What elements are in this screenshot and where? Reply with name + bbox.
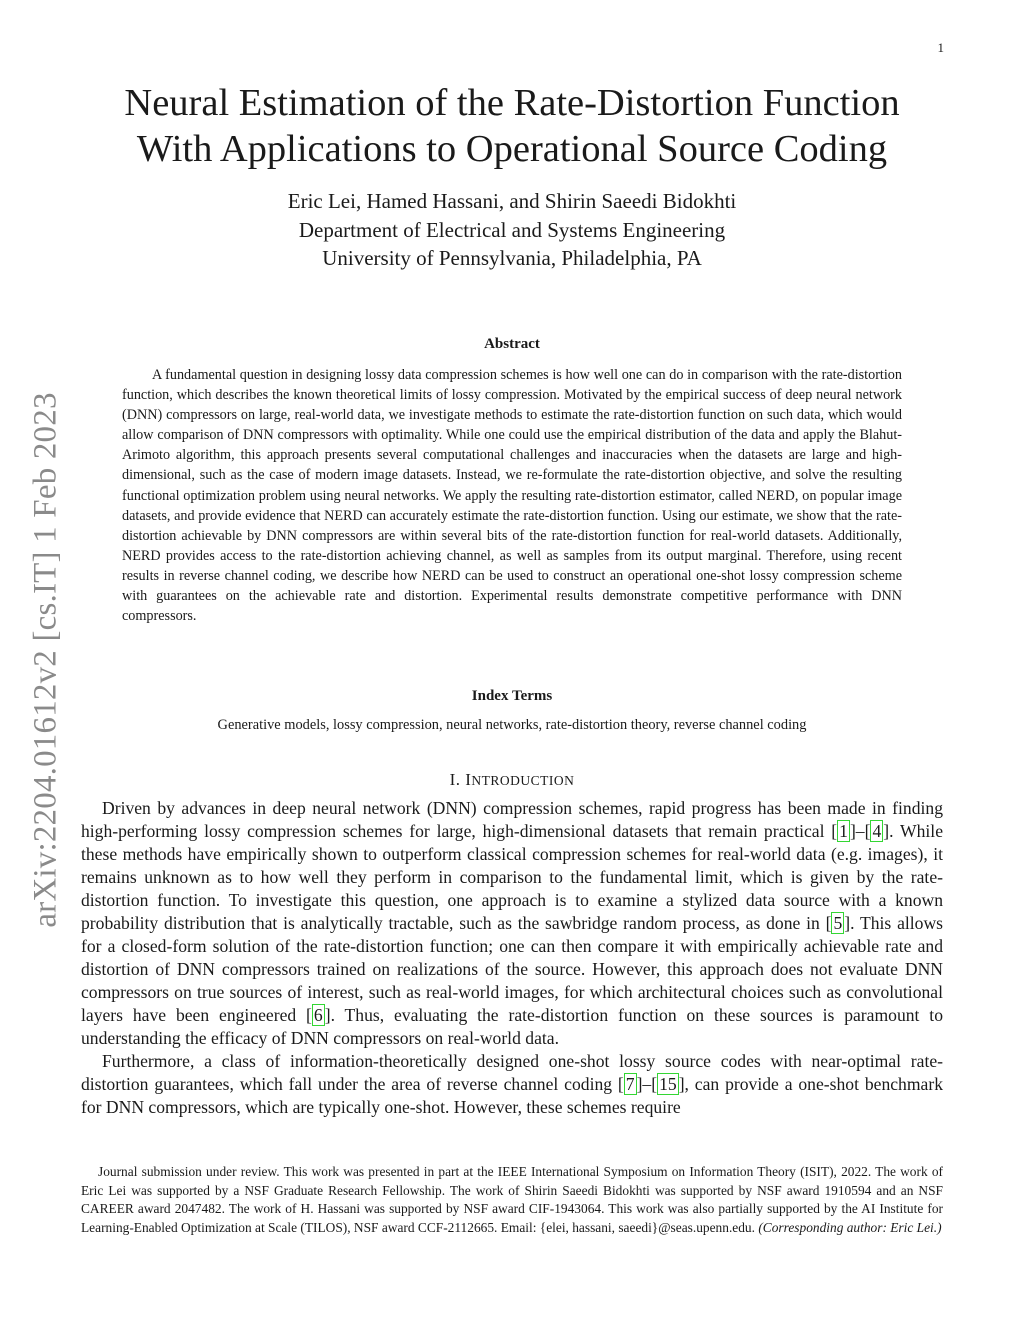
intro-p1-text-d: ]. This allows for a closed-form solution of the rate-distortion function; one can then compare it with empirically achievable rate and distortion of DNN compressors trained on realizations of the source. However, this approach does not evaluate DNN compressors on true sources of interest, such as real-world images, for which architectural choices such as convolutional layers have been engineered [ xyxy=(81,913,943,1025)
page-number: 1 xyxy=(937,40,944,55)
citation-link[interactable]: 15 xyxy=(659,1074,677,1094)
intro-p1-text-a: Driven by advances in deep neural network (DNN) compression schemes, rapid progress has been made in finding high-performing lossy compression schemes for large, high-dimensional datasets that remain practical [ xyxy=(81,798,943,841)
footnote-text: Journal submission under review. This work was presented in part at the IEEE International Symposium on Information Theory (ISIT), 2022. The work of Eric Lei was supported by a NSF Graduate Research Fellowship. The work of Shirin Saeedi Bidokhti was supported by NSF award 1910594 and an NSF CAREER award 2047482. The work of H. Hassani was supported by NSF award CIF-1943064. This work was also partially supported by the AI Institute for Learning-Enabled Optimization at Scale (TILOS), NSF award CCF-2112665. Email: {elei, hassani, saeedi}@seas.upenn.edu. xyxy=(81,1164,943,1235)
citation-link[interactable]: 7 xyxy=(625,1074,635,1094)
section-heading-introduction xyxy=(0,770,1024,790)
citation-link[interactable]: 6 xyxy=(313,1005,323,1025)
abstract-text: A fundamental question in designing lossy data compression schemes is how well one can do in comparison with the rate-distortion function, which describes the known theoretical limits of lossy compression. Motivated by the empirical success of deep neural network (DNN) compressors on large, real-world data, we investigate methods to estimate the rate-distortion function on such data, which would allow comparison of DNN compressors with optimality. While one could use the empirical distribution of the data and apply the Blahut-Arimoto algorithm, this approach presents several computational challenges and inaccuracies when the datasets are large and high-dimensional, such as the case of modern image datasets. Instead, we re-formulate the rate-distortion objective, and solve the resulting functional optimization problem using neural networks. We apply the resulting rate-distortion estimator, called NERD, on popular image datasets, and provide evidence that NERD can accurately estimate the rate-distortion function. Using our estimate, we show that the rate-distortion achievable by DNN compressors are within several bits of the rate-distortion function for real-world datasets. Additionally, NERD provides access to the rate-distortion achieving channel, as well as samples from its output marginal. Therefore, using recent results in reverse channel coding, we describe how NERD can be used to construct an operational one-shot lossy compression scheme with guarantees on the achievable rate and distortion. Experimental results demonstrate competitive performance with DNN compressors. xyxy=(122,367,902,625)
title-line-2: With Applications to Operational Source Coding xyxy=(136,128,888,170)
author-names: Eric Lei, Hamed Hassani, and Shirin Saeedi Bidokhti xyxy=(287,189,737,213)
intro-paragraph-2 xyxy=(81,1050,943,1119)
section-initial: I xyxy=(465,770,472,789)
intro-p1-text-c: ]. While these methods have empirically shown to outperform classical compression schemes for real-world data (e.g. images), it remains unknown as to how well they perform in comparison to the fundamental limit, which is given by the rate-distortion function. To investigate this question, one approach is to examine a stylized data source with a known probability distribution that is analytically tractable, such as the sawbridge random process, as done in [ xyxy=(81,821,944,933)
index-terms-text: Generative models, lossy compression, neural networks, rate-distortion theory, reverse channel coding xyxy=(217,717,807,733)
introduction-body xyxy=(81,797,943,1119)
author-university: University of Pennsylvania, Philadelphia, PA xyxy=(322,246,702,270)
citation-link[interactable]: 5 xyxy=(833,913,843,933)
citation-link[interactable]: 1 xyxy=(839,821,848,841)
intro-p1-text-b: ]–[ xyxy=(849,821,871,841)
corresponding-author-note: (Corresponding author: Eric Lei.) xyxy=(758,1219,942,1235)
section-title-smallcaps: NTRODUCTION xyxy=(471,773,575,788)
citation-link[interactable]: 4 xyxy=(872,821,882,841)
author-department: Department of Electrical and Systems Engineering xyxy=(298,217,726,242)
index-terms-heading: Index Terms xyxy=(471,688,553,704)
title-line-1: Neural Estimation of the Rate-Distortion Function xyxy=(124,82,900,124)
intro-p2-text-b: ]–[ xyxy=(636,1074,658,1094)
author-block xyxy=(0,187,1024,273)
footnote xyxy=(81,1163,943,1237)
arxiv-identifier-stamp[interactable]: arXiv:2204.01612v2 [cs.IT] 1 Feb 2023 xyxy=(27,392,64,928)
section-numeral: I. xyxy=(449,770,466,789)
intro-p1-text-e: ]. Thus, evaluating the rate-distortion function on these sources is paramount to understanding the efficacy of DNN compressors on real-world data. xyxy=(81,1005,943,1048)
intro-p2-text-a: Furthermore, a class of information-theoretically designed one-shot lossy source codes with near-optimal rate-distortion guarantees, which fall under the area of reverse channel coding [ xyxy=(81,1051,943,1094)
abstract-heading: Abstract xyxy=(484,336,540,352)
paper-title xyxy=(0,80,1024,172)
intro-paragraph-1 xyxy=(81,797,943,1050)
intro-p2-text-c: ], can provide a one-shot benchmark for DNN compressors, which are typically one-shot. However, these schemes require xyxy=(81,1074,943,1117)
